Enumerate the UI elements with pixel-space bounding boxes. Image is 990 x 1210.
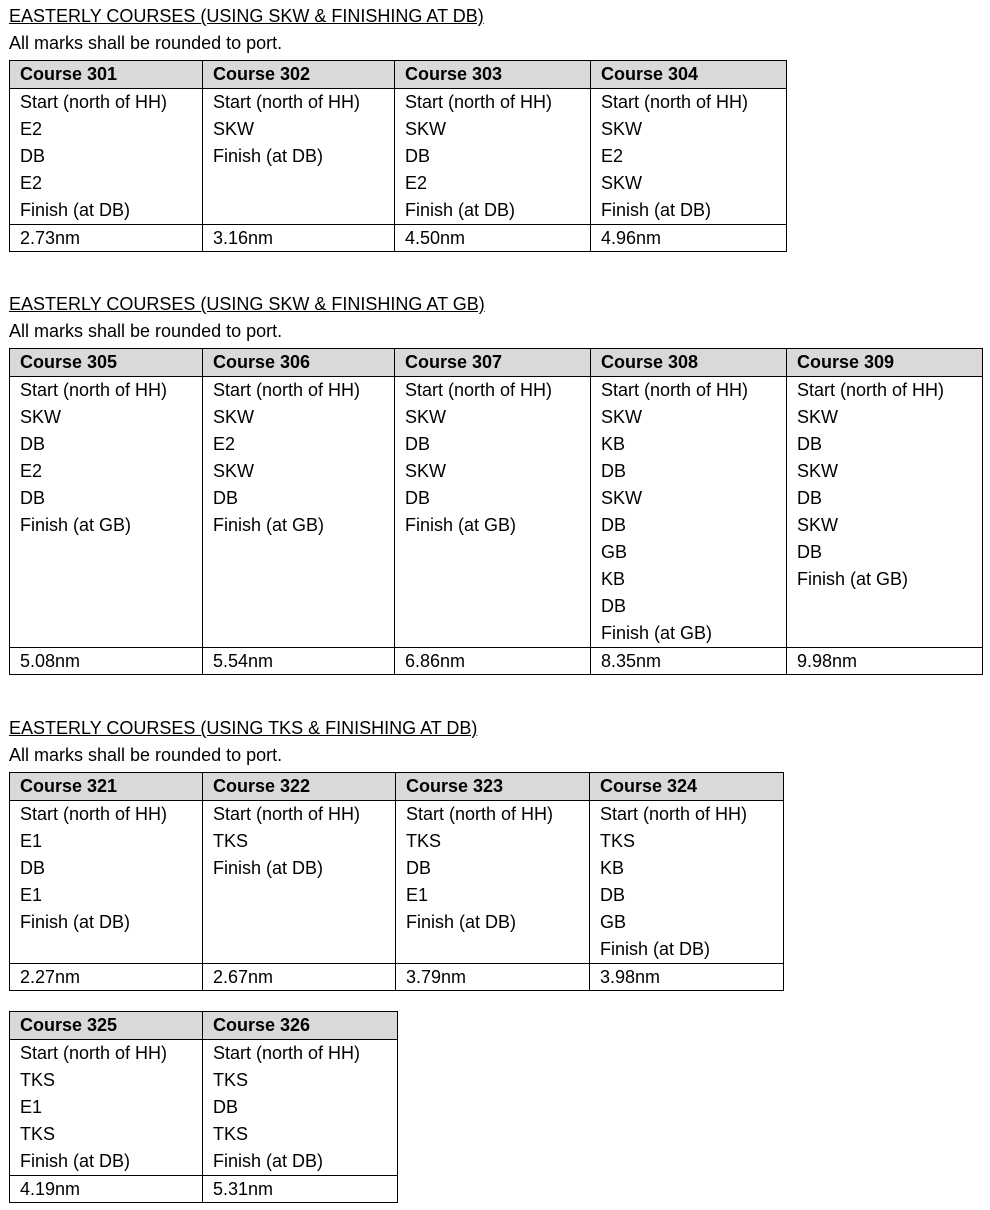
mark-item: Finish (at DB) <box>20 912 131 932</box>
course-distance: 4.96nm <box>591 225 787 252</box>
course-distance: 8.35nm <box>591 648 787 675</box>
mark-item: DB <box>20 488 46 508</box>
course-marks <box>590 801 784 964</box>
mark-item: Finish (at GB) <box>20 515 132 535</box>
mark-item: E2 <box>405 173 428 193</box>
mark-item: Start (north of HH) <box>213 92 361 112</box>
mark-item: Finish (at DB) <box>20 200 131 220</box>
mark-item: TKS <box>213 831 249 851</box>
header-row <box>10 1012 398 1040</box>
course-marks <box>203 1040 398 1176</box>
mark-item: SKW <box>213 461 255 481</box>
mark-item: KB <box>601 569 626 589</box>
course-name: Course 307 <box>395 349 591 377</box>
mark-item: SKW <box>601 119 643 139</box>
mark-item: Start (north of HH) <box>213 380 361 400</box>
mark-item: DB <box>797 488 823 508</box>
mark-item: E1 <box>20 1097 43 1117</box>
course-name: Course 301 <box>10 61 203 89</box>
course-marks <box>787 377 983 648</box>
course-distance: 5.54nm <box>203 648 395 675</box>
mark-item: TKS <box>213 1124 249 1144</box>
mark-item: Finish (at GB) <box>601 623 713 643</box>
mark-item: KB <box>600 858 625 878</box>
mark-item: Finish (at DB) <box>213 1151 324 1171</box>
course-marks <box>591 377 787 648</box>
course-distance: 2.67nm <box>203 964 396 991</box>
course-marks <box>591 89 787 225</box>
course-name: Course 302 <box>203 61 395 89</box>
mark-item: DB <box>213 1097 239 1117</box>
mark-item: Start (north of HH) <box>600 804 748 824</box>
mark-item: Start (north of HH) <box>20 1043 168 1063</box>
course-distance: 6.86nm <box>395 648 591 675</box>
mark-item: DB <box>405 488 431 508</box>
mark-item: Start (north of HH) <box>601 380 749 400</box>
mark-item: SKW <box>20 407 62 427</box>
course-marks <box>395 377 591 648</box>
mark-item: SKW <box>405 461 447 481</box>
mark-item: E1 <box>406 885 429 905</box>
header-row <box>10 773 784 801</box>
mark-item: GB <box>601 542 628 562</box>
course-name: Course 326 <box>203 1012 398 1040</box>
mark-item: Start (north of HH) <box>20 380 168 400</box>
mark-item: DB <box>601 596 627 616</box>
course-distance: 4.19nm <box>10 1176 203 1203</box>
mark-item: SKW <box>601 488 643 508</box>
mark-item: Start (north of HH) <box>406 804 554 824</box>
mark-item: TKS <box>20 1070 56 1090</box>
course-distance: 9.98nm <box>787 648 983 675</box>
mark-item: E2 <box>20 173 43 193</box>
mark-item: DB <box>797 542 823 562</box>
mark-item: GB <box>600 912 627 932</box>
distance-row <box>10 1176 398 1203</box>
mark-item: E1 <box>20 831 43 851</box>
distance-row <box>10 648 983 675</box>
distance-row <box>10 225 787 252</box>
course-distance: 2.73nm <box>10 225 203 252</box>
mark-item: E2 <box>20 461 43 481</box>
mark-item: SKW <box>405 407 447 427</box>
header-row <box>10 61 787 89</box>
mark-item: SKW <box>797 407 839 427</box>
course-name: Course 324 <box>590 773 784 801</box>
mark-item: Start (north of HH) <box>797 380 945 400</box>
marks-row <box>10 377 983 648</box>
mark-item: Start (north of HH) <box>20 92 168 112</box>
mark-item: Finish (at DB) <box>213 146 324 166</box>
mark-item: SKW <box>213 119 255 139</box>
distance-row <box>10 964 784 991</box>
mark-item: DB <box>600 885 626 905</box>
mark-item: Finish (at DB) <box>20 1151 131 1171</box>
mark-item: DB <box>405 434 431 454</box>
mark-item: DB <box>20 146 46 166</box>
course-marks <box>10 89 203 225</box>
mark-item: Finish (at GB) <box>213 515 325 535</box>
course-name: Course 325 <box>10 1012 203 1040</box>
mark-item: DB <box>20 434 46 454</box>
course-marks <box>10 1040 203 1176</box>
course-name: Course 323 <box>396 773 590 801</box>
header-row <box>10 349 983 377</box>
mark-item: Start (north of HH) <box>213 804 361 824</box>
mark-item: SKW <box>601 407 643 427</box>
course-name: Course 308 <box>591 349 787 377</box>
course-marks <box>395 89 591 225</box>
mark-item: Finish (at GB) <box>405 515 517 535</box>
mark-item: Finish (at DB) <box>600 939 711 959</box>
mark-item: E2 <box>601 146 624 166</box>
mark-item: KB <box>601 434 626 454</box>
mark-item: Finish (at DB) <box>213 858 324 878</box>
course-distance: 3.16nm <box>203 225 395 252</box>
mark-item: TKS <box>406 831 442 851</box>
mark-item: E1 <box>20 885 43 905</box>
course-marks <box>203 89 395 225</box>
marks-row <box>10 801 784 964</box>
course-distance: 3.98nm <box>590 964 784 991</box>
mark-item: Start (north of HH) <box>405 380 553 400</box>
mark-item: DB <box>601 515 627 535</box>
course-distance: 5.31nm <box>203 1176 398 1203</box>
mark-item: Finish (at DB) <box>405 200 516 220</box>
mark-item: DB <box>20 858 46 878</box>
section-title: EASTERLY COURSES (USING SKW & FINISHING AT DB) <box>9 6 484 26</box>
course-distance: 2.27nm <box>10 964 203 991</box>
mark-item: DB <box>405 146 431 166</box>
course-name: Course 304 <box>591 61 787 89</box>
course-marks <box>10 377 203 648</box>
mark-item: TKS <box>20 1124 56 1144</box>
mark-item: Start (north of HH) <box>601 92 749 112</box>
course-distance: 5.08nm <box>10 648 203 675</box>
course-marks <box>10 801 203 964</box>
course-name: Course 322 <box>203 773 396 801</box>
section-title: EASTERLY COURSES (USING TKS & FINISHING AT DB) <box>9 718 478 738</box>
mark-item: DB <box>406 858 432 878</box>
mark-item: Start (north of HH) <box>20 804 168 824</box>
marks-row <box>10 1040 398 1176</box>
mark-item: DB <box>797 434 823 454</box>
mark-item: SKW <box>797 461 839 481</box>
course-distance: 3.79nm <box>396 964 590 991</box>
mark-item: Start (north of HH) <box>213 1043 361 1063</box>
course-name: Course 305 <box>10 349 203 377</box>
course-name: Course 306 <box>203 349 395 377</box>
course-distance: 4.50nm <box>395 225 591 252</box>
course-table <box>9 60 787 252</box>
course-table <box>9 772 784 991</box>
mark-item: E2 <box>213 434 236 454</box>
section-title: EASTERLY COURSES (USING SKW & FINISHING AT GB) <box>9 294 485 314</box>
course-name: Course 321 <box>10 773 203 801</box>
course-name: Course 309 <box>787 349 983 377</box>
mark-item: SKW <box>405 119 447 139</box>
course-marks <box>203 801 396 964</box>
mark-item: Finish (at GB) <box>797 569 909 589</box>
course-table <box>9 348 983 675</box>
mark-item: Finish (at DB) <box>601 200 712 220</box>
mark-item: DB <box>213 488 239 508</box>
course-name: Course 303 <box>395 61 591 89</box>
mark-item: SKW <box>601 173 643 193</box>
mark-item: DB <box>601 461 627 481</box>
mark-item: SKW <box>797 515 839 535</box>
mark-item: TKS <box>213 1070 249 1090</box>
course-table <box>9 1011 398 1203</box>
section-note: All marks shall be rounded to port. <box>9 321 283 341</box>
section-note: All marks shall be rounded to port. <box>9 745 283 765</box>
marks-row <box>10 89 787 225</box>
mark-item: Finish (at DB) <box>406 912 517 932</box>
mark-item: Start (north of HH) <box>405 92 553 112</box>
section-note: All marks shall be rounded to port. <box>9 33 283 53</box>
mark-item: E2 <box>20 119 43 139</box>
course-marks <box>203 377 395 648</box>
course-marks <box>396 801 590 964</box>
mark-item: TKS <box>600 831 636 851</box>
mark-item: SKW <box>213 407 255 427</box>
